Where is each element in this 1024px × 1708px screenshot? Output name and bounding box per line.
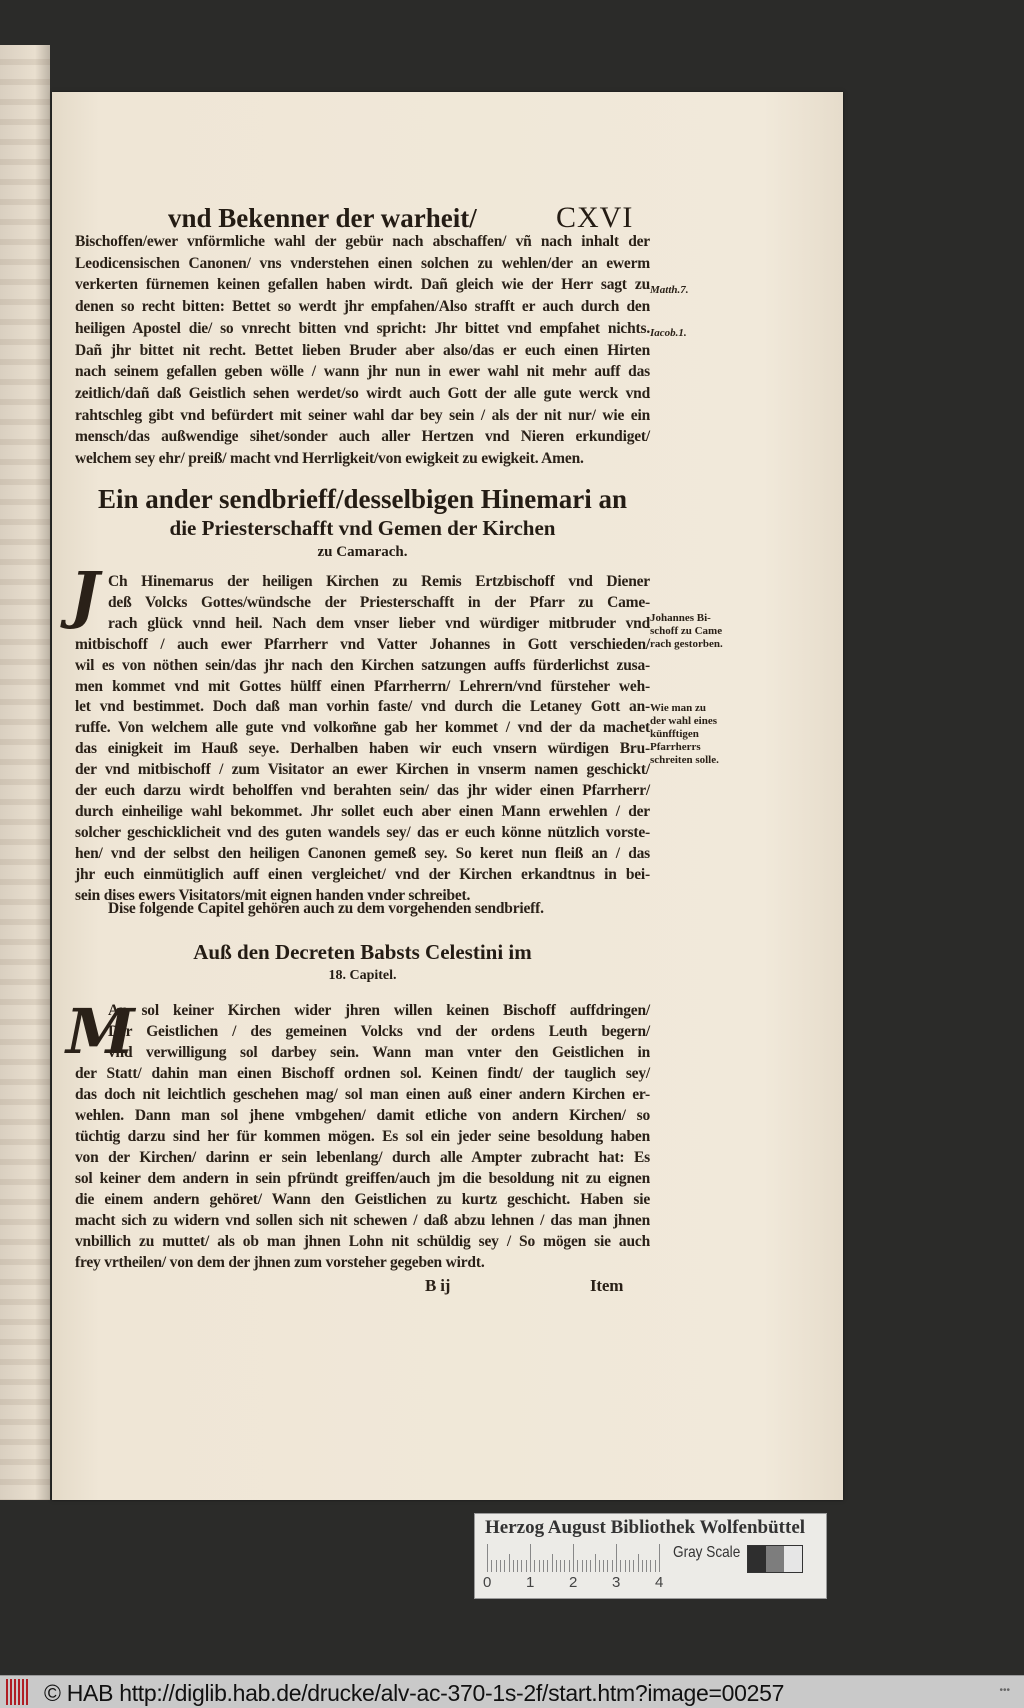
gray-swatch — [748, 1546, 766, 1572]
margin-note-matth: Matth.7. — [650, 284, 689, 296]
heading-3-line-2: 18. Capitel. — [328, 968, 397, 983]
signature-mark: B ij — [425, 1276, 451, 1295]
text-line: hen/ vnd der selbst den heiligen Canonen gemeß sey. So keret nun fleiß an / das — [75, 844, 650, 862]
heading-2-line-2: die Priesterschafft vnd Gemen der Kirchen — [169, 516, 556, 540]
heading-2-line-3: zu Camarach. — [317, 544, 408, 560]
ruler-tick — [543, 1560, 544, 1572]
text-line: durch einheilige wahl bekommet. Jhr sollet euch aber einen Mann erwehlen / der — [75, 802, 650, 820]
library-name: Herzog August Bibliothek Wolfenbüttel — [485, 1517, 806, 1538]
ruler-tick — [629, 1560, 630, 1572]
text-line: welchem sey ehr/ preiß/ macht vnd Herrligkeit/von ewigkeit zu ewigkeit. Amen. — [75, 450, 584, 467]
text-line: die einem andern gehöret/ Wann den Geistlichen zu kurtz geschicht. Haben sie — [75, 1191, 650, 1208]
ruler-tick — [504, 1560, 505, 1572]
ruler-tick — [517, 1560, 518, 1572]
ruler-tick — [612, 1560, 613, 1572]
text-line: Bischoffen/ewer vnförmliche wahl der gebür nach abschaffen/ vñ nach inhalt der — [75, 233, 650, 250]
text-line: verkerten fürnemen keinen gefallen haben wirdt. Dañ gleich wie der Herr sagt zu — [75, 276, 650, 294]
note-line: rach gestorben. — [650, 638, 723, 650]
ruler-tick — [603, 1560, 604, 1572]
margin-note-jacob: Iacob.1. — [650, 327, 687, 339]
text-line: sein dises ewers Visitators/mit eignen handen vnder schreibet. — [75, 886, 471, 904]
text-line: Leodicensischen Canonen/ vns vnderstehen einen solchen zu wehlen/der an ewerm — [75, 254, 650, 272]
ruler-tick — [590, 1560, 591, 1572]
text-line: zeitlich/dañ daß Geistlich sehen werdet/so wirdt auch Gott der alle gute werck vnd — [75, 384, 650, 402]
section-2-closing: Dise folgende Capitel gehören auch zu dem vorgehenden sendbrieff. — [108, 900, 544, 917]
text-line: rach glück vnnd heil. Nach dem vnser lieber vnd würdiger mitbruder vnd — [108, 614, 650, 632]
catchword: Item — [590, 1276, 624, 1295]
text-line: Ch Hinemarus der heiligen Kirchen zu Remis Ertzbischoff vnd Diener — [108, 573, 650, 590]
gray-swatch — [784, 1546, 802, 1572]
text-line: macht sich zu widern vnd sollen sich nit schewen / daß abzu lehnen / das man jhnen — [75, 1212, 650, 1229]
note-line: künfftigen — [650, 728, 699, 740]
text-line: heiligen Apostel die/ so vnrecht bitten vnd spricht: Jhr bittet vnd empfahet nichts. — [75, 319, 650, 337]
text-line: Dañ jhr bittet nit recht. Bettet lieben Bruder aber also/das er euch einen Hirten — [75, 341, 650, 359]
ruler-tick — [650, 1560, 651, 1572]
text-line: von der Kirchen/ darinn er sein lebenlang/ durch alle Ampter zubracht hat: Es — [75, 1149, 650, 1166]
text-line: denen so recht bitten: Bettet so werdt jhr empfahen/Also strafft er auch durch den — [75, 298, 650, 316]
folio-number: CXVI — [556, 201, 634, 234]
margin-note-wahl — [650, 702, 719, 767]
ruler-tick — [633, 1560, 634, 1572]
note-line: der wahl eines — [650, 715, 718, 727]
text-line: vnbillich zu muttet/ als ob man jhnen Lohn nit schüldig sey / So mögen sie auch — [75, 1233, 650, 1250]
text-line: nach seinem gefallen geben wölle / wann jhr nun in ewer wahl nit mehr auff das — [75, 363, 650, 381]
ruler-tick — [500, 1560, 501, 1572]
ruler-number: 3 — [612, 1574, 621, 1591]
text-line: wil es von nöthen sein/das jhr nach den Kirchen satzungen auffs fürderlichst zusa- — [75, 656, 650, 674]
ruler-tick — [586, 1560, 587, 1572]
ruler-number: 0 — [483, 1574, 492, 1591]
text-line: sol keiner dem andern in sein pfründt greiffen/auch jm die besoldung nit zu eignen — [75, 1170, 650, 1187]
margin-note-johannes — [650, 612, 723, 651]
ruler-tick — [616, 1544, 617, 1572]
more-menu-icon[interactable]: ••• — [999, 1685, 1010, 1696]
text-line: das doch nit leichtlich geschehen mag/ sol man einen auß einer andern Kirchen er- — [75, 1086, 650, 1103]
heading-2-line-1: Ein ander sendbrieff/desselbigen Hinemari an — [97, 484, 628, 514]
note-line: Wie man zu — [650, 702, 707, 714]
gray-scale-swatches — [747, 1545, 803, 1573]
hab-logo-icon — [6, 1679, 30, 1705]
ruler-tick — [534, 1560, 535, 1572]
text-line: mensch/das außwendige sihet/sonder auch aller Hertzen vnd Nieren erkundiget/ — [75, 428, 650, 446]
text-line: ruffe. Von welchem alle gute vnd volkom̃ne gab her kommet / vnd der da machet — [75, 719, 650, 737]
ruler-tick — [560, 1560, 561, 1572]
text-line: An sol keiner Kirchen wider jhren willen keinen Bischoff auffdringen/ — [108, 1002, 650, 1019]
text-line: rahtschleg gibt vnd befürdert mit seiner wahl dar bey sein / als der nit nur/ wie ein — [75, 406, 650, 424]
text-line: deß Volcks Gottes/wündsche der Priesterschafft in der Pfarr zu Came- — [108, 593, 650, 611]
ruler-tick — [521, 1560, 522, 1572]
ruler-tick — [509, 1554, 510, 1572]
ruler-tick — [599, 1560, 600, 1572]
facing-page-edge — [0, 45, 50, 1500]
gray-swatch — [766, 1546, 784, 1572]
ruler-tick — [646, 1560, 647, 1572]
initial-capital: J — [70, 558, 100, 631]
ruler-tick — [577, 1560, 578, 1572]
ruler-number: 4 — [655, 1574, 664, 1591]
ruler-tick — [569, 1560, 570, 1572]
ruler-tick — [552, 1554, 553, 1572]
ruler-tick — [625, 1560, 626, 1572]
gray-scale-label: Gray Scale — [673, 1544, 741, 1561]
text-line: mitbischoff / auch ewer Pfarrherr vnd Vatter Johannes in Gott verschieden/ — [75, 635, 650, 653]
ruler-tick — [496, 1560, 497, 1572]
ruler-tick — [539, 1560, 540, 1572]
note-line: Johannes Bi- — [650, 612, 711, 624]
text-line: Der Geistlichen / des gemeinen Volcks vnd der ordens Leuth begern/ — [108, 1023, 650, 1040]
ruler-tick — [564, 1560, 565, 1572]
color-target-label — [474, 1513, 827, 1599]
text-line: wehlen. Dann man sol jhene vmbgehen/ damit etliche von andern Kirchen/ so — [75, 1107, 650, 1124]
text-line: der vnd mitbischoff / zum Visitator an ewer Kirchen in vnserm namen geschickt/ — [75, 761, 650, 779]
ruler-tick — [607, 1560, 608, 1572]
ruler-tick — [659, 1544, 660, 1572]
ruler-tick — [582, 1560, 583, 1572]
text-line: der Statt/ dahin man einen Bischoff ordnen sol. Keinen findt/ der tauglich sey/ — [75, 1065, 650, 1082]
ruler-tick — [655, 1560, 656, 1572]
ruler-tick — [556, 1560, 557, 1572]
initial-capital: M — [66, 995, 135, 1068]
ruler-tick — [573, 1544, 574, 1572]
ruler-tick — [547, 1560, 548, 1572]
ruler-tick — [513, 1560, 514, 1572]
text-line: tüchtig darzu sind her für kommen mögen. Es sol ein jeder seine besoldung haben — [75, 1128, 650, 1145]
ruler-tick — [595, 1554, 596, 1572]
ruler-tick — [642, 1560, 643, 1572]
ruler-tick — [487, 1544, 488, 1572]
scale-ruler — [487, 1544, 663, 1572]
ruler-tick — [638, 1554, 639, 1572]
ruler-number: 1 — [526, 1574, 535, 1591]
heading-3-line-1: Auß den Decreten Babsts Celestini im — [193, 940, 532, 964]
note-line: schreiten solle. — [650, 754, 719, 766]
ruler-tick — [491, 1560, 492, 1572]
ruler-tick — [620, 1560, 621, 1572]
ruler-tick — [526, 1560, 527, 1572]
text-line: frey vrtheilen/ von dem der jhnen zum vorsteher gegeben wirdt. — [75, 1254, 485, 1271]
note-line: Pfarrherrs — [650, 741, 701, 753]
copyright-link[interactable]: © HAB http://diglib.hab.de/drucke/alv-ac-370-1s-2f/start.htm?image=00257 — [44, 1680, 785, 1706]
ruler-number: 2 — [569, 1574, 578, 1591]
text-line: das einigkeit im Hauß seye. Derhalben haben wir euch vnsern würdigen Bru- — [75, 740, 650, 758]
note-line: schoff zu Came — [650, 625, 723, 637]
text-line: men kommet vnd mit Gottes hülff einen Pfarrherrn/ Lehrern/vnd fürsteher weh- — [75, 677, 650, 695]
text-line: jhr euch einmütiglich auff einen vergleichet/ vnd der Kirchen erkandtnus in bei- — [75, 865, 650, 883]
footer-bar — [0, 1675, 1024, 1708]
ruler-tick — [530, 1544, 531, 1572]
text-line: vnd verwilligung sol darbey sein. Wann man vnter den Geistlichen in — [108, 1044, 650, 1061]
text-line: let vnd bestimmet. Doch daß man vorhin faste/ vnd durch die Letaney Gott an- — [75, 698, 650, 716]
text-line: solcher geschicklicheit vnd des guten wandels sey/ das er euch könne nützlich vorste- — [75, 823, 650, 841]
running-head: vnd Bekenner der warheit/ — [168, 203, 477, 233]
text-line: der euch darzu wirdt beholffen vnd berahten sein/ das jhr wider einen Pfarrherr/ — [75, 782, 650, 799]
